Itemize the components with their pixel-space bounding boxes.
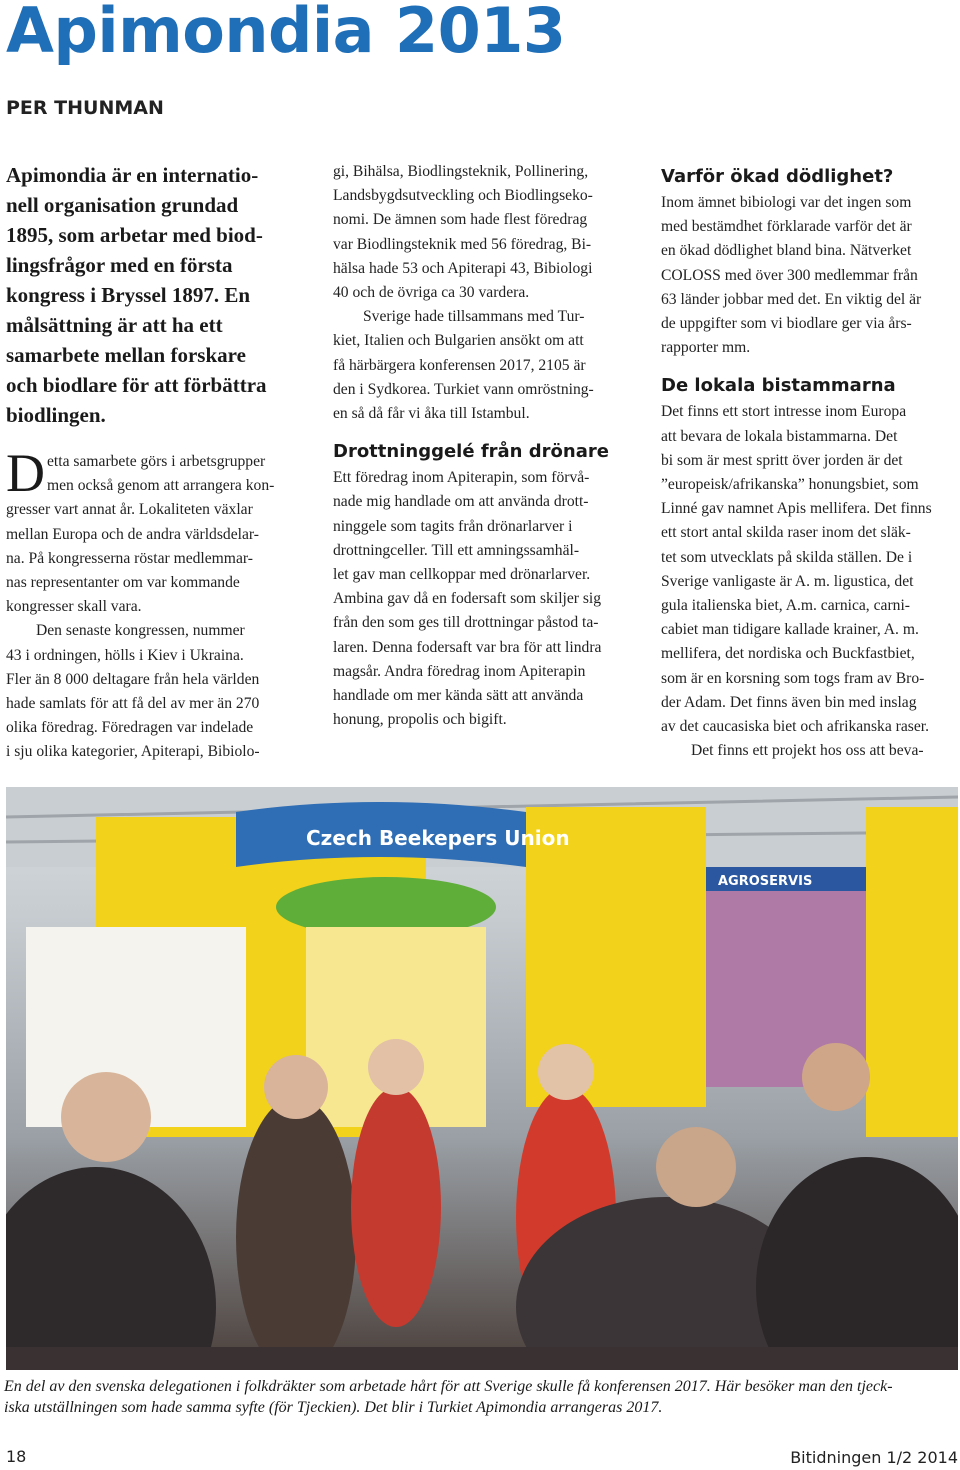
body-paragraph-1: [6, 443, 302, 619]
banner-text: Czech Beekepers Union: [306, 826, 570, 850]
publication-footer: Bitidningen 1/2 2014: [790, 1448, 958, 1467]
body-paragraph-6: Inom ämnet bibiologi var det ingen som med bestämdhet förklarade varför det är en ökad dödlighet bland bina. Nätverket COLOSS med över 300 medlemmar från 63 länder jobbar med det. En viktig del är de uppgifter som vi biodlare ger via års- rapporter mm.: [661, 194, 922, 357]
subheading-bistammarna: De lokala bistammarna: [661, 375, 896, 397]
lead-paragraph: Apimondia är en internatio- nell organisation grundad 1895, som arbetar med biod- lingsfrågor med en första kongress i Bryssel 1897. En målsättning är att ha ett samarbete mellan forskare och biodlare för att förbättra biodlingen.: [6, 163, 267, 427]
drop-cap: D: [6, 443, 45, 503]
subheading-drottninggele: Drottninggelé från drönare: [333, 441, 609, 463]
body-paragraph-1-text: etta samarbete görs i arbetsgrupper men också genom att arrangera kon- gresser vart annat år. Lokaliteten växlar mellan Europa och de andra världsdelar- na. På kongresserna röstar medlemmar- nas representanter om var kommande kongresser skall vara.: [6, 453, 275, 616]
body-paragraph-8: [661, 739, 957, 763]
body-paragraph-8-text: Det finns ett projekt hos oss att beva-: [691, 742, 924, 760]
body-paragraph-4: [333, 305, 631, 426]
photo-caption: En del av den svenska delegationen i folkdräkter som arbetade hårt för att Sverige skulle få konferensen 2017. Här besöker man den tjeck- iska utställningen som hade samma syfte (för Tjeckien). Det blir i Turkiet Apimondia arrangeras 2017.: [4, 1378, 893, 1416]
article-photo: [6, 787, 958, 1370]
body-paragraph-2: [6, 619, 302, 764]
article-title: Apimondia 2013: [6, 0, 566, 67]
body-paragraph-3: gi, Bihälsa, Biodlingsteknik, Pollinering, Landsbygdsutveckling och Biodlingseko- nomi. De ämnen som hade flest föredrag var Biodlingsteknik med 56 föredrag, Bi- hälsa hade 53 och Apiterapi 43, Bibiologi 40 och de övriga ca 30 vardera.: [333, 163, 593, 302]
body-paragraph-5: Ett föredrag inom Apiterapin, som förvå- nade mig handlade om att använda drott- ninggele som tagits från drönarlarver i drottningceller. Till ett amningssamhäl- let gav man cellkoppar med drönarlarver. Ambina gav då en fodersaft som skiljer sig från den som ges till drottningar påstod ta- laren. Denna fodersaft var bra för att lindra magsår. Andra föredrag inom Apiterapin handlade om mer kända sätt att använda honung, propolis och bigift.: [333, 469, 602, 729]
photo-illustration: [6, 787, 958, 1370]
text-column-1: [6, 160, 302, 765]
page-number: 18: [6, 1447, 27, 1466]
body-paragraph-4-text: Sverige hade tillsammans med Tur- kiet, Italien och Bulgarien ansökt om att få härbärgera konferensen 2017, 2105 är den i Sydkorea. Turkiet vann omröstning- en så då får vi åka till Istambul.: [333, 308, 594, 423]
text-column-2: [333, 160, 631, 732]
body-paragraph-7: Det finns ett stort intresse inom Europa att bevara de lokala bistammarna. Det bi som är mest spritt över jorden är det ”europeisk/afrikanska” honungsbiet, som Linné gav namnet Apis mellifera. Det finns ett stort antal skilda raser inom det släk- tet som utvecklats på skilda ställen. De i Sverige vanligaste är A. m. ligustica, det gula italienska biet, A.m. carnica, carni- cabiet man tidigare kallade krainer, A. m. mellifera, det nordiska och Buckfastbiet, som är en korsning som togs fram av Bro- der Adam. Det finns även bin med inslag av det caucasiska biet och afrikanska raser.: [661, 403, 932, 736]
text-column-3: [661, 165, 957, 763]
body-paragraph-2-text: Den senaste kongressen, nummer 43 i ordningen, hölls i Kiev i Ukraina. Fler än 8 000 deltagare från hela världen hade samlats för att få del av mer än 270 olika föredrag. Föredragen var indelade i sju olika kategorier, Apiterapi, Bibiolo-: [6, 622, 260, 761]
subheading-dodlighet: Varför ökad dödlighet?: [661, 166, 894, 187]
author-byline: PER THUNMAN: [6, 97, 164, 119]
sign-text: AGROSERVIS: [718, 874, 813, 889]
